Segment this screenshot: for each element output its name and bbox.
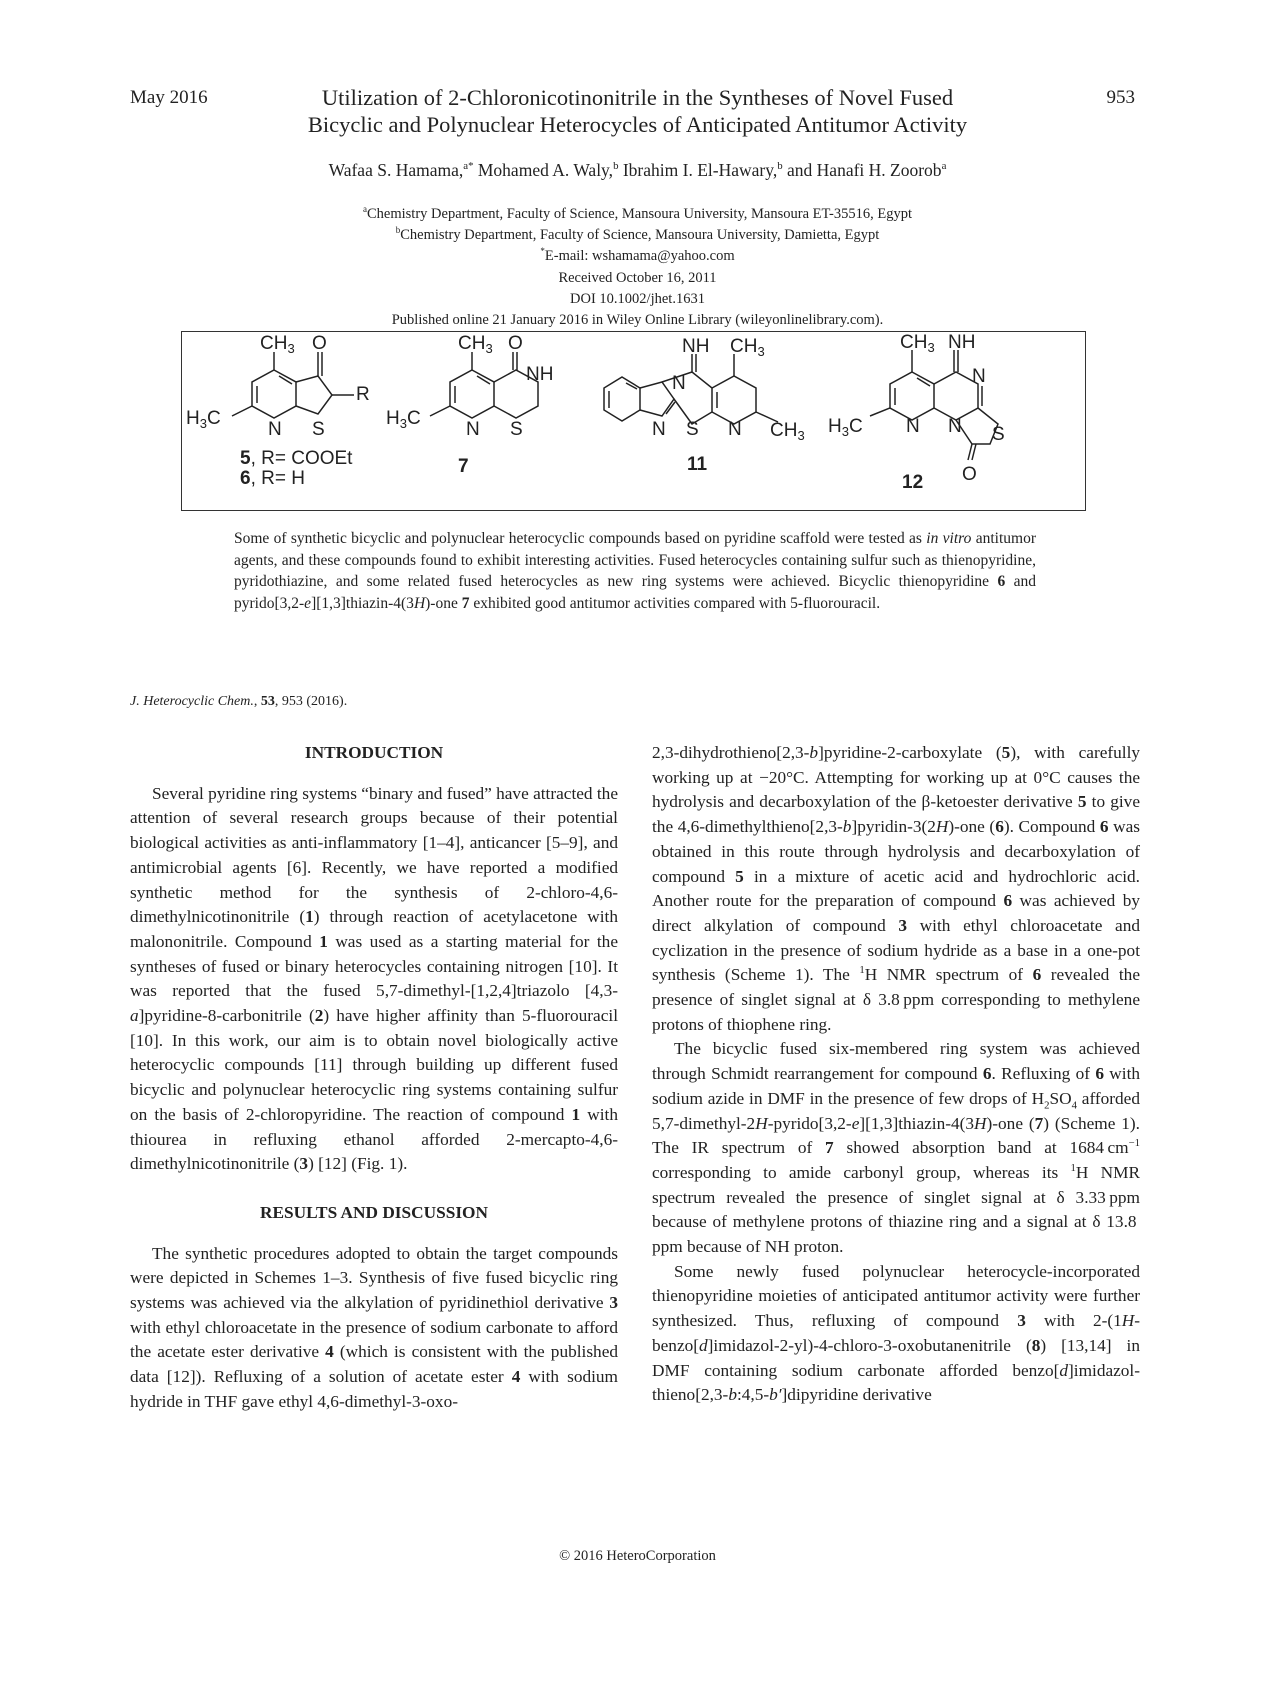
- atom-label: 3: [287, 341, 295, 356]
- schmidt-paragraph: The bicyclic fused six-membered ring system was achieved through Schmidt rearrangement for compound 6. Refluxing of 6 with sodium azide in DMF in the presence of few drops of $H_2SO_4$ afforded 5,7-dimethyl-2H-pyrido[3,2-e][1,3]thiazin-4(3H)-one (7) (Scheme 1). The IR spectrum of 7 showed absorption band at 1684 $cm^{-1}$ corresponding to amide carbonyl group, whereas its $^1$H NMR spectrum revealed the presence of singlet signal at δ 3.33 ppm because of methylene protons of thiazine ring and a signal at δ 13.8 ppm because of NH proton.: [652, 1039, 1141, 1257]
- abstract-text: Some of synthetic bicyclic and polynuclear heterocyclic compounds based on pyridine scaffold were tested as: [234, 530, 927, 547]
- atom-label: N: [972, 366, 986, 387]
- atom-label: 3: [199, 416, 207, 431]
- bonds: [232, 350, 998, 460]
- svg-text:5, R= COOEt: [240, 448, 353, 469]
- section-heading-results: RESULTS AND DISCUSSION: [260, 1202, 488, 1222]
- atom-label: CH: [730, 336, 758, 357]
- compound-number: 11: [687, 454, 708, 475]
- journal-name: J. Heterocyclic Chem.: [130, 694, 254, 709]
- atom-labels: [186, 332, 1005, 493]
- atom-label: N: [948, 416, 962, 437]
- compound-number: 12: [902, 472, 924, 493]
- atom-label: H: [828, 416, 842, 437]
- abstract-text: in vitro: [926, 530, 972, 547]
- abstract-text: H: [413, 594, 426, 612]
- email-line: [0, 246, 1275, 267]
- atom-label: N: [466, 419, 480, 440]
- copyright-footer: © 2016 HeteroCorporation: [559, 1548, 716, 1564]
- atom-label: 3: [797, 428, 805, 443]
- email: E-mail: wshamama@yahoo.com: [544, 248, 735, 265]
- atom-label: O: [962, 464, 977, 485]
- section-heading-introduction: INTRODUCTION: [304, 743, 444, 762]
- atom-label: S: [992, 424, 1005, 445]
- results-paragraph: The synthetic procedures adopted to obtain the target compounds were depicted in Schemes 1–3. Synthesis of five fused bicyclic ring systems was achieved via the alkylation of pyridinethiol derivative 3 with ethyl chloroacetate in the presence of sodium carbonate to afford the acetate ester derivative 4 (which is consistent with the published data [12]). Refluxing of a solution of acetate ester 4 with sodium hydride in THF gave ethyl 4,6-dimethyl-3-oxo-: [130, 1243, 619, 1411]
- atom-label: S: [510, 419, 523, 440]
- compound-number: 5: [240, 448, 251, 469]
- svg-text:H3C: [386, 408, 421, 431]
- atom-label: NH: [948, 332, 976, 353]
- author-mark: b: [613, 160, 619, 173]
- atom-label: CH: [458, 333, 486, 354]
- atom-label: N: [652, 419, 666, 440]
- atom-label: S: [312, 419, 325, 440]
- atom-label: N: [672, 373, 686, 394]
- affiliation-text: Chemistry Department, Faculty of Science, Mansoura University, Mansoura ET-35516, Egypt: [367, 206, 912, 222]
- title-line-2: Bicyclic and Polynuclear Heterocycles of Anticipated Antitumor Activity: [307, 112, 968, 137]
- title-line-1: Utilization of 2-Chloronicotinonitrile in the Syntheses of Novel Fused: [321, 85, 954, 110]
- compound-ref: 7: [461, 594, 470, 612]
- svg-text:CH3: [900, 332, 935, 355]
- abstract-text: exhibited good antitumor activities compared with 5-fluorouracil.: [469, 594, 881, 612]
- atom-label: N: [728, 419, 742, 440]
- atom-label: NH: [526, 364, 554, 385]
- atom-label: R: [356, 384, 370, 405]
- left-column: [130, 741, 618, 1415]
- affiliation-mark: a: [363, 204, 367, 215]
- compound-ref: 6: [997, 573, 1006, 591]
- author-mark: a*: [463, 160, 474, 173]
- abstract-text: e: [304, 594, 312, 612]
- atom-label: N: [268, 419, 282, 440]
- atom-label: CH: [900, 332, 928, 353]
- affiliation-mark: b: [395, 225, 401, 236]
- affiliations: [0, 204, 1275, 331]
- page-number: 953: [1106, 87, 1135, 108]
- svg-text:6, R= H: [240, 468, 305, 489]
- published-line: Published online 21 January 2016 in Wiley Online Library (wileyonlinelibrary.com).: [391, 312, 884, 329]
- intro-paragraph: Several pyridine ring systems “binary and fused” have attracted the attention of several research groups because of their potential biological activities as anti-inflammatory [1–4], anticancer [5–9], and antimicrobial agents [6]. Recently, we have reported a modified synthetic method for the synthesis of 2-chloro-4,6-dimethylnicotinonitrile (1) through reaction of acetylacetone with malononitrile. Compound 1 was used as a starting material for the syntheses of fused or binary heterocycles containing nitrogen [10]. It was reported that the fused 5,7-dimethyl-[1,2,4]triazolo [4,3-a]pyridine-8-carbonitrile (2) have higher affinity than 5-fluorouracil [10]. In this work, our aim is to obtain novel biologically active heterocyclic compounds [11] through building up different fused bicyclic and polynuclear heterocyclic ring systems containing sulfur on the basis of 2-chloropyridine. The reaction of compound 1 with thiourea in refluxing ethanol afforded 2-mercapto-4,6-dimethylnicotinonitrile (3) [12] (Fig. 1).: [130, 783, 619, 1174]
- doi: DOI 10.1002/jhet.1631: [570, 290, 705, 307]
- abstract: [234, 528, 1036, 614]
- atom-label: NH: [682, 336, 710, 357]
- citation-pages: , 953 (2016).: [274, 694, 348, 709]
- affiliation-text: Chemistry Department, Faculty of Science, Mansoura University, Damietta, Egypt: [400, 227, 880, 244]
- atom-label: CH: [260, 333, 288, 354]
- atom-label: 3: [485, 341, 493, 356]
- affiliation-a: [0, 204, 1275, 225]
- compound-label: , R= H: [250, 468, 305, 489]
- author-name: Wafaa S. Hamama,: [328, 160, 464, 180]
- author-name: Ibrahim I. El-Hawary,: [618, 160, 778, 180]
- running-header-date: May 2016: [130, 87, 208, 108]
- svg-text:CH3: [770, 420, 805, 443]
- atom-label: 3: [841, 424, 849, 439]
- structures-drawing: [182, 332, 1087, 512]
- right-column: [652, 741, 1140, 1408]
- atom-label: O: [508, 333, 523, 354]
- affiliation-b: [0, 225, 1275, 246]
- abstract-text: )-one: [425, 594, 462, 612]
- atom-label: C: [848, 416, 863, 437]
- article-title: [0, 84, 1275, 138]
- abstract-text: antitumor agents, and these compounds found to exhibit interesting activities. Fused heterocycles containing sulfur such as thienopyridine, pyridothiazine, and some related fused heterocycles as new ring systems were achieved. Bicyclic thienopyridine: [234, 530, 1036, 591]
- author-name: and Hanafi H. Zoorob: [782, 160, 942, 180]
- compound-number: 7: [458, 456, 469, 477]
- author-list: [0, 160, 1275, 181]
- journal-citation: [130, 694, 347, 710]
- author-mark: b: [777, 160, 783, 173]
- compound-number: 6: [240, 468, 251, 489]
- atom-label: S: [686, 419, 699, 440]
- abstract-text: and pyrido[3,2-: [234, 573, 1036, 612]
- polynuclear-paragraph: Some newly fused polynuclear heterocycle-incorporated thienopyridine moieties of anticipated antitumor activity were further synthesized. Thus, refluxing of compound 3 with 2-(1H-benzo[d]imidazol-2-yl)-4-chloro-3-oxobutanenitrile (8) [13,14] in DMF containing sodium carbonate afforded benzo[d]imidazol-thieno[2,3-b:4,5-b′]dipyridine derivative: [652, 1261, 1141, 1405]
- graphical-abstract: [181, 331, 1086, 511]
- atom-label: 3: [927, 340, 935, 355]
- atom-label: C: [406, 408, 421, 429]
- atom-label: 3: [757, 344, 765, 359]
- atom-label: H: [186, 408, 200, 429]
- email-mark: *: [540, 246, 545, 257]
- atom-label: C: [206, 408, 221, 429]
- svg-text:CH3: [730, 336, 765, 359]
- atom-label: O: [312, 333, 327, 354]
- svg-text:CH3: [458, 333, 493, 356]
- journal-volume: 53: [260, 694, 275, 709]
- author-name: Mohamed A. Waly,: [473, 160, 614, 180]
- atom-label: CH: [770, 420, 798, 441]
- svg-text:H3C: [828, 416, 863, 439]
- results-paragraph-continued: 2,3-dihydrothieno[2,3-b]pyridine-2-carboxylate (5), with carefully working up at −20°C. Attempting for working up at 0°C causes the hydrolysis and decarboxylation of the β-ketoester derivative 5 to give the 4,6-dimethylthieno[2,3-b]pyridin-3(2H)-one (6). Compound 6 was obtained in this route through hydrolysis and decarboxylation of compound 5 in a mixture of acetic acid and hydrochloric acid. Another route for the preparation of compound 6 was achieved by direct alkylation of compound 3 with ethyl chloroacetate and cyclization in the presence of sodium hydride as a base in a one-pot synthesis (Scheme 1). The $^1$H NMR spectrum of 6 revealed the presence of singlet signal at δ 3.8 ppm corresponding to methylene protons of thiophene ring.: [652, 743, 1141, 1034]
- atom-label: H: [386, 408, 400, 429]
- svg-text:CH3: [260, 333, 295, 356]
- citation-sep: ,: [253, 694, 261, 709]
- compound-label: , R= COOEt: [250, 448, 353, 469]
- abstract-text: ][1,3]thiazin-4(3: [311, 594, 414, 612]
- author-mark: a: [941, 160, 947, 173]
- atom-label: 3: [399, 416, 407, 431]
- atom-label: N: [906, 416, 920, 437]
- received-date: Received October 16, 2011: [558, 269, 717, 286]
- svg-text:H3C: [186, 408, 221, 431]
